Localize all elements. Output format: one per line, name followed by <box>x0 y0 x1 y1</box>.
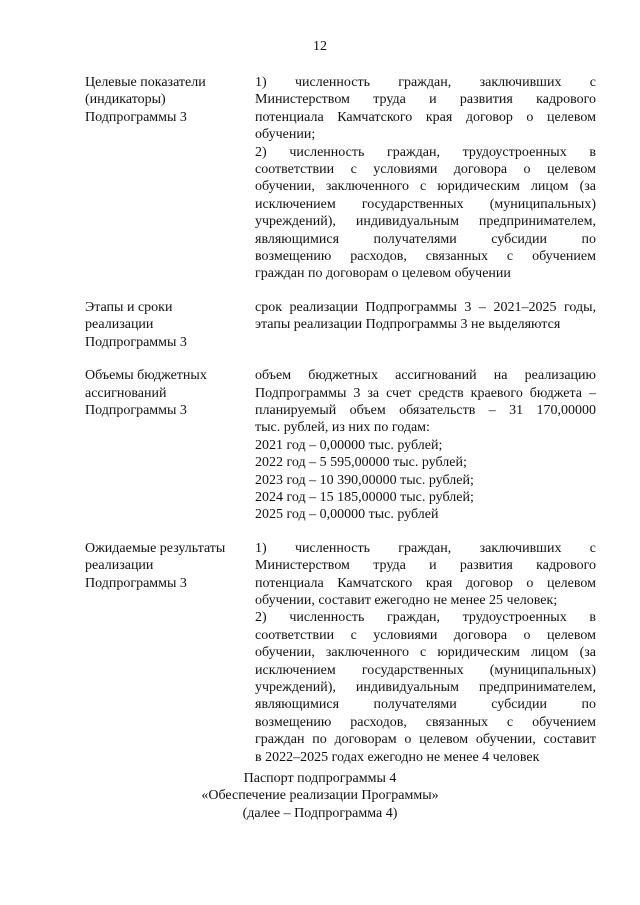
row-value-line: потенциала Камчатского края договор о целевом <box>255 575 596 591</box>
row-value-line: обучении, заключенного с юридическим лицом (за <box>255 645 596 661</box>
row-value-line: являющимися получателями субсидии по <box>255 697 596 713</box>
row-label-line: Целевые показатели <box>85 75 206 90</box>
row-value-line: граждан по договорам о целевом обучении, составит <box>255 732 596 748</box>
subprogram-4-passport-heading <box>0 770 640 822</box>
row-value-line: являющимися получателями субсидии по <box>255 231 596 247</box>
row-value-line: 2) численность граждан, трудоустроенных в <box>255 144 596 160</box>
row-label-line: Подпрограммы 3 <box>85 402 187 418</box>
row-value-line: объем бюджетных ассигнований на реализацию <box>255 368 596 384</box>
row-value-line: этапы реализации Подпрограммы 3 не выделяются <box>255 317 561 333</box>
row-value-line: 2022 год – 5 595,00000 тыс. рублей; <box>255 455 467 471</box>
row-label-line: Подпрограммы 3 <box>85 575 187 591</box>
row-label-line: Подпрограммы 3 <box>85 334 187 350</box>
heading-line: Паспорт подпрограммы 4 <box>243 771 397 786</box>
row-value-line: 1) численность граждан, заключивших с <box>255 540 596 556</box>
row-value-line: учреждений), индивидуальным предпринимателем, <box>255 214 596 230</box>
row-label-line: Подпрограммы 3 <box>85 109 187 125</box>
row-budget-allocations <box>85 367 597 524</box>
row-value-line: 2023 год – 10 390,00000 тыс. рублей; <box>255 472 474 488</box>
row-value-line: срок реализации Подпрограммы 3 – 2021–2025 годы, <box>255 299 596 315</box>
row-label-line: реализации <box>85 317 154 333</box>
row-value-line: Министерством труда и развития кадрового <box>255 92 596 108</box>
heading-line: «Обеспечение реализации Программы» <box>201 788 439 804</box>
row-label <box>85 540 255 766</box>
subprogram-3-passport-table <box>85 74 597 782</box>
row-value-line: 1) численность граждан, заключивших с <box>255 75 596 90</box>
row-value <box>255 367 596 524</box>
row-label-line: Этапы и сроки <box>85 299 173 315</box>
row-value <box>255 299 596 351</box>
row-value-line: возмещению расходов, связанных с обучением <box>255 249 596 265</box>
row-expected-results <box>85 540 597 766</box>
row-label <box>85 299 255 351</box>
row-value <box>255 74 596 283</box>
row-value-line: обучении; <box>255 127 316 143</box>
row-label-line: (индикаторы) <box>85 92 166 108</box>
row-value-line: 2025 год – 0,00000 тыс. рублей <box>255 507 439 523</box>
row-target-indicators <box>85 74 597 283</box>
row-value-line: соответствии с условиями договора о целевом <box>255 162 596 178</box>
row-value-line: Министерством труда и развития кадрового <box>255 558 596 574</box>
row-value-line: возмещению расходов, связанных с обучением <box>255 714 596 730</box>
row-value-line: учреждений), индивидуальным предпринимателем, <box>255 680 596 695</box>
row-value-line: граждан по договорам о целевом обучении <box>255 266 511 282</box>
row-label-line: ассигнований <box>85 385 167 401</box>
row-label-line: реализации <box>85 558 154 574</box>
row-label <box>85 367 255 524</box>
row-label <box>85 74 255 283</box>
row-value-line: 2024 год – 15 185,00000 тыс. рублей; <box>255 489 474 505</box>
row-value <box>255 540 596 766</box>
row-value-line: в 2022–2025 годах ежегодно не менее 4 человек <box>255 749 540 765</box>
row-value-line: 2) численность граждан, трудоустроенных в <box>255 610 596 626</box>
row-value-line: 2021 год – 0,00000 тыс. рублей; <box>255 437 443 453</box>
row-value-line: соответствии с условиями договора о целевом <box>255 627 596 643</box>
row-label-line: Объемы бюджетных <box>85 368 207 384</box>
page-number: 12 <box>313 39 327 54</box>
row-value-line: потенциала Камчатского края договор о целевом <box>255 109 596 125</box>
row-stages-and-terms <box>85 299 597 351</box>
row-value-line: исключением государственных (муниципальных) <box>255 196 596 212</box>
row-value-line: обучении, составит ежегодно не менее 25 человек; <box>255 592 558 608</box>
row-value-line: обучении, заключенного с юридическим лицом (за <box>255 179 596 195</box>
row-value-line: тыс. рублей, из них по годам: <box>255 420 430 436</box>
row-value-line: планируемый объем обязательств – 31 170,00000 <box>255 402 596 418</box>
heading-line: (далее – Подпрограмма 4) <box>242 805 398 821</box>
row-value-line: Подпрограммы 3 за счет средств краевого бюджета – <box>255 385 596 401</box>
row-value-line: исключением государственных (муниципальных) <box>255 662 596 678</box>
row-label-line: Ожидаемые результаты <box>85 540 226 556</box>
